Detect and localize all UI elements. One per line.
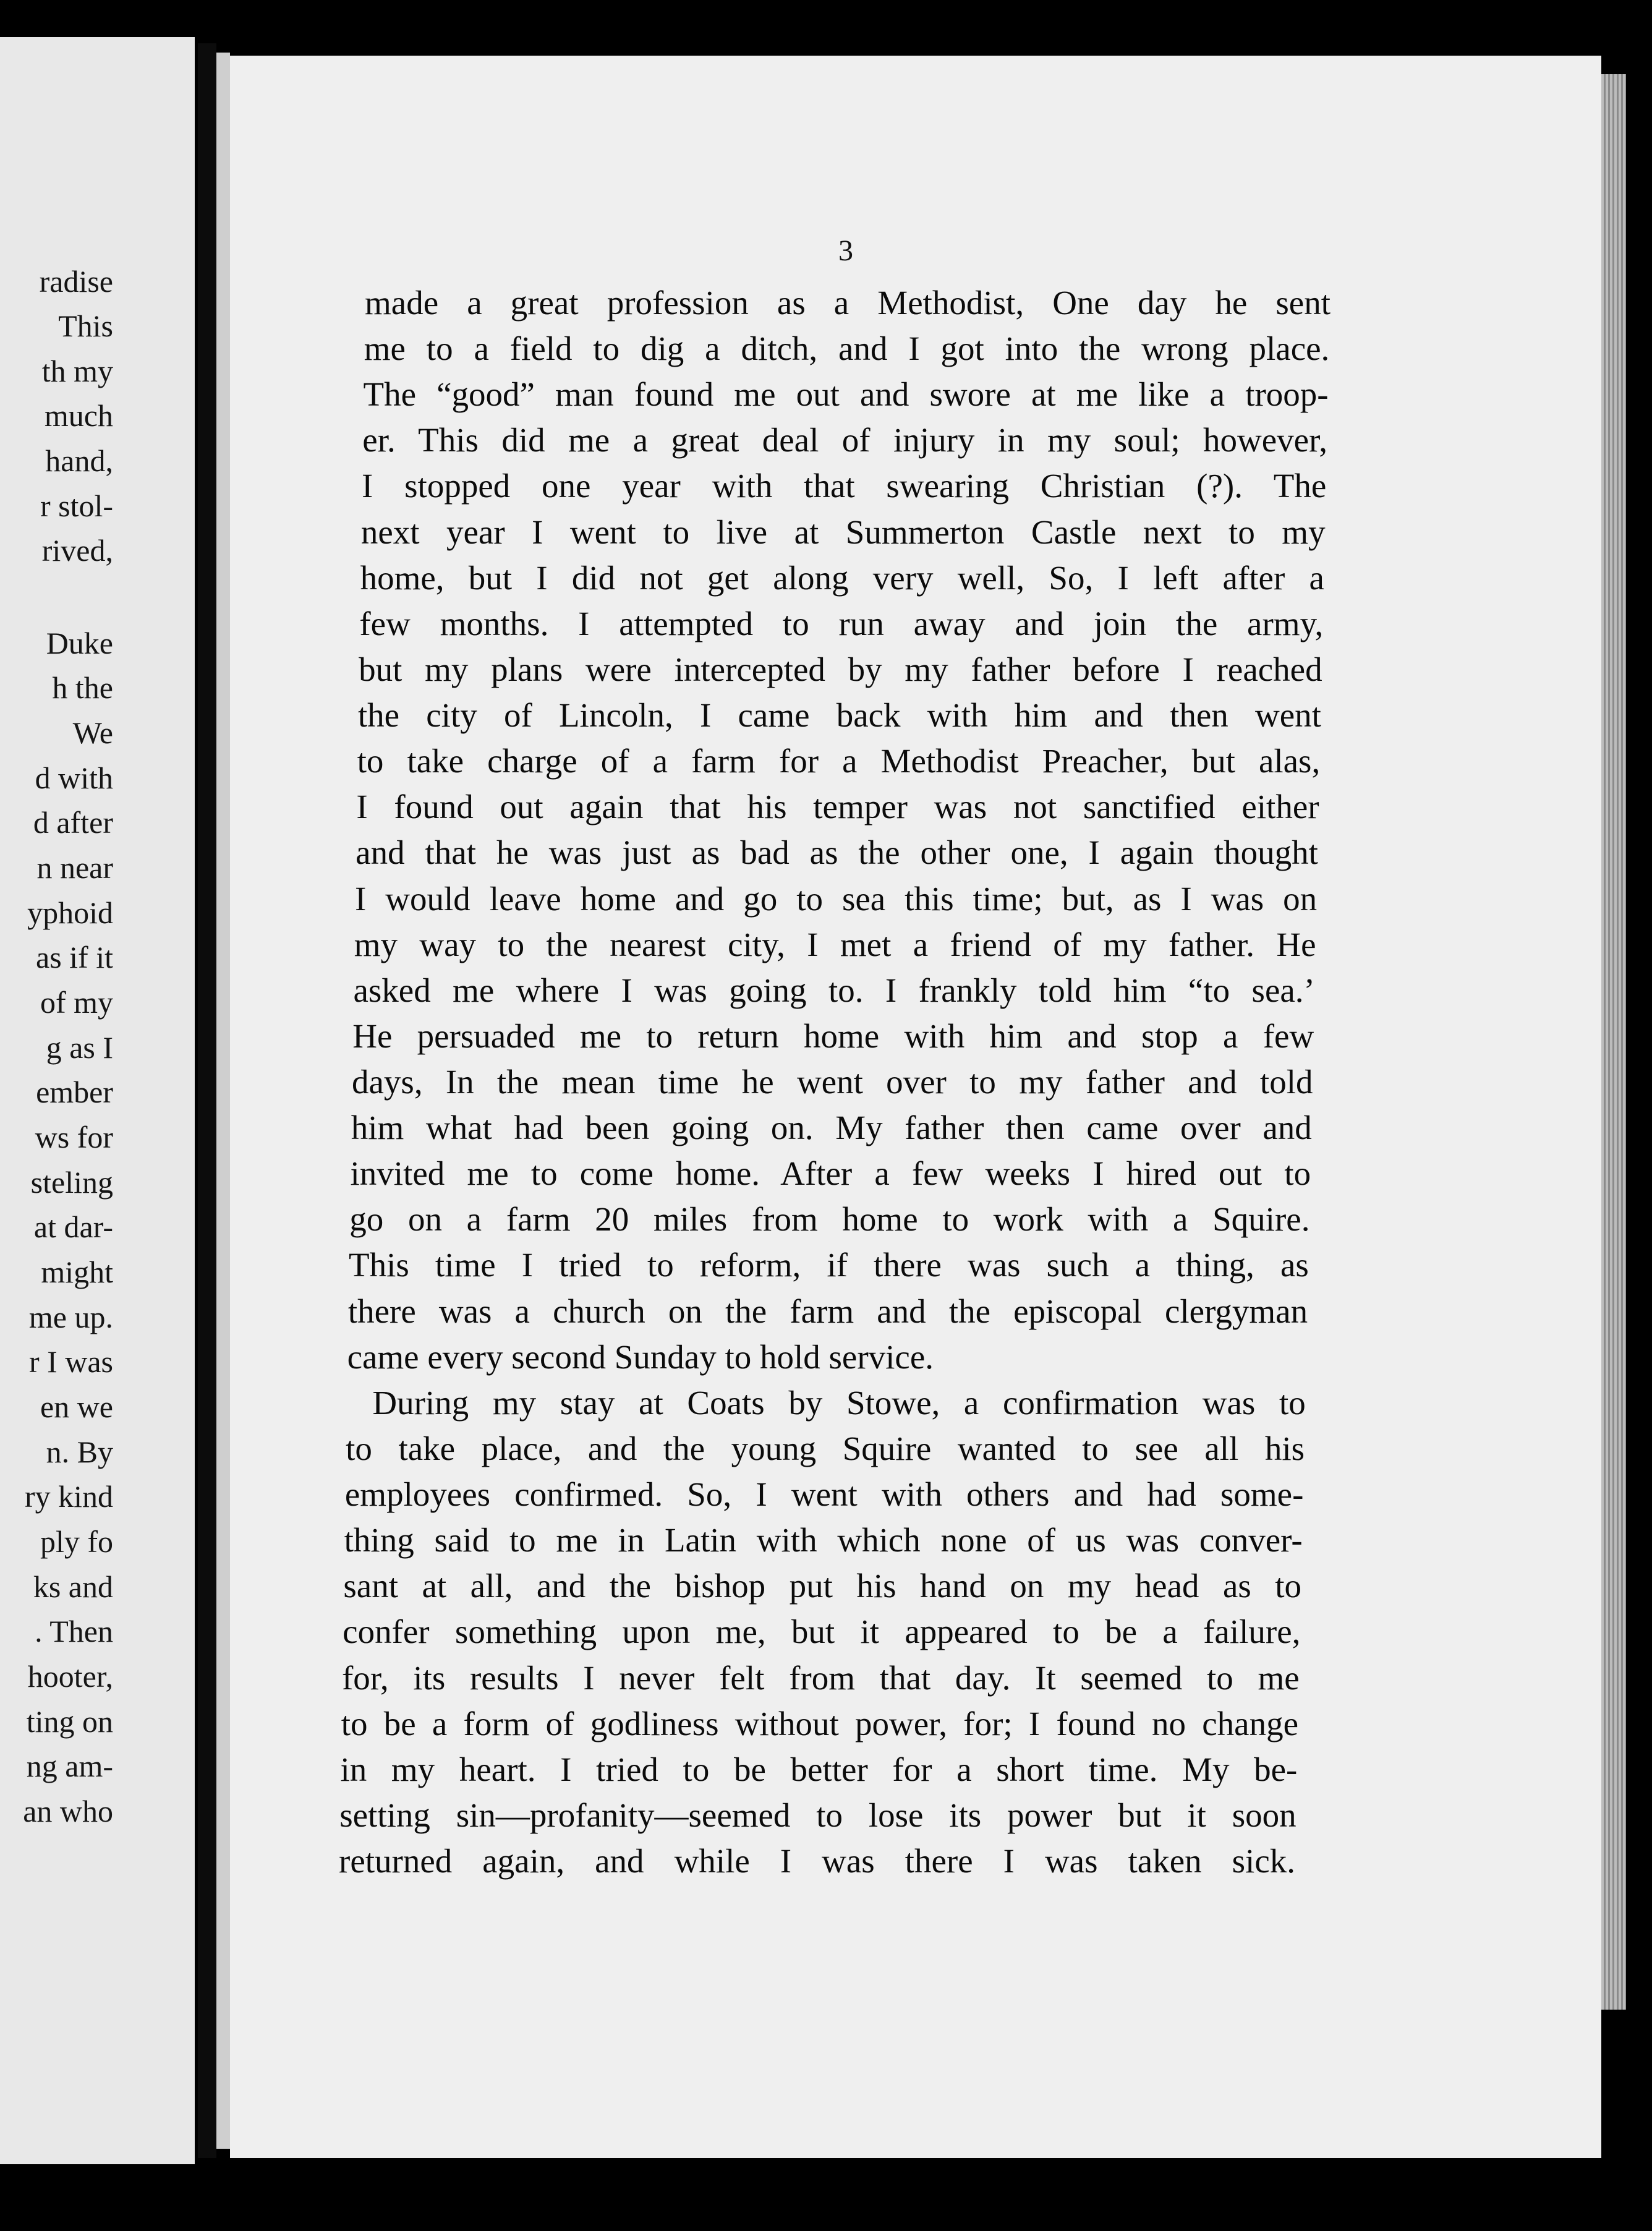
left-page-line: th my [41,354,113,388]
text-line: days, In the mean time he went over to my father and told [352,1064,1313,1101]
left-page-line: of my [40,985,113,1020]
left-page-line: ry kind [24,1479,113,1514]
left-page-line: n near [36,850,113,885]
page-number: 3 [838,234,853,267]
left-page-line: yphoid [27,895,113,930]
text-line: me to a field to dig a ditch, and I got into the wrong place. [364,330,1330,368]
text-line: invited me to come home. After a few weeks I hired out to [350,1155,1311,1193]
left-page-line: r I was [28,1344,113,1379]
text-line: the city of Lincoln, I came back with him and then went [357,697,1321,735]
gutter-shadow [216,53,230,2149]
left-page-line: We [72,715,113,750]
left-page-line: d with [35,761,113,795]
text-line: in my heart. I tried to be better for a short time. My be- [340,1751,1298,1788]
left-page-line: rived, [41,533,113,568]
text-line: to take place, and the young Squire wanted to see all his [346,1430,1305,1467]
text-line: my way to the nearest city, I met a friend of my father. He [354,926,1316,963]
left-page-line: n. By [46,1435,113,1469]
text-line: next year I went to live at Summerton Castle next to my [360,513,1326,551]
text-line: confer something upon me, but it appeared to be a failure, [343,1613,1301,1651]
text-line: home, but I did not get along very well, So, I left after a [360,559,1324,597]
left-page-line: ting on [26,1704,113,1739]
left-page-line: ks and [33,1569,113,1604]
left-page-line: hand, [45,443,113,478]
text-line: but my plans were intercepted by my father before I reached [359,651,1322,688]
left-page-line: r stol- [40,488,113,523]
text-line: setting sin—profanity—seemed to lose its power but it soon [339,1796,1296,1834]
text-line: few months. I attempted to run away and join the army, [359,605,1324,642]
text-line: thing said to me in Latin with which none of us was conver- [344,1522,1303,1559]
text-line: there was a church on the farm and the episcopal clergyman [347,1292,1308,1330]
left-page-line: Duke [46,626,113,660]
text-line: I stopped one year with that swearing Christian (?). The [362,467,1327,505]
text-line: During my stay at Coats by Stowe, a confirmation was to [372,1384,1306,1422]
text-line: to be a form of godliness without power, for; I found no change [341,1705,1299,1743]
binding-gutter [198,43,216,2158]
left-page-line: This [58,309,113,343]
text-line: I would leave home and go to sea this time; but, as I was on [354,880,1318,918]
left-page-line: ws for [35,1120,113,1154]
text-line: The “good” man found me out and swore at me like a troop- [363,376,1329,414]
text-line: returned again, and while I was there I was taken sick. [339,1843,1295,1880]
text-line: go on a farm 20 miles from home to work with a Squire. [349,1201,1310,1239]
text-line: made a great profession as a Methodist, One day he sent [365,284,1331,322]
left-page-line: might [41,1255,113,1289]
text-line: sant at all, and the bishop put his hand on my head as to [343,1568,1302,1605]
left-page-line: g as I [46,1030,113,1065]
left-page-line: as if it [36,940,113,975]
text-line: to take charge of a farm for a Methodist Preacher, but alas, [357,743,1321,780]
text-line: him what had been going on. My father then came over and [351,1109,1312,1147]
text-line: employees confirmed. So, I went with others and had some- [344,1476,1304,1514]
text-line: asked me where I was going to. I frankly told him “to sea.’ [353,971,1315,1009]
left-page-line: hooter, [27,1659,113,1694]
text-line: and that he was just as bad as the other one, I again thought [356,834,1318,872]
left-page-line: radise [39,264,113,299]
text-line: for, its results I never felt from that day. It seemed to me [341,1659,1300,1697]
left-page-line: steling [30,1165,113,1200]
left-page-line: en we [40,1389,113,1424]
page-stack-edge [1601,74,1626,2010]
left-page-line: me up. [28,1300,113,1334]
left-page-line: ember [36,1075,113,1109]
left-page-line: at dar- [33,1209,113,1244]
text-line: This time I tried to reform, if there was such a thing, as [349,1247,1309,1284]
left-page-line: much [44,398,113,433]
text-line: He persuaded me to return home with him and stop a few [352,1017,1314,1055]
text-line: er. This did me a great deal of injury in my soul; however, [362,422,1327,459]
left-page-line: . Then [35,1614,113,1649]
text-line: I found out again that his temper was not sanctified either [356,788,1319,826]
left-page-line: an who [23,1794,113,1828]
text-line: came every second Sunday to hold service. [347,1338,934,1376]
left-page-line: h the [52,670,113,705]
left-page-fragment [0,37,195,2164]
left-page-line: ng am- [26,1749,113,1783]
left-page-line: d after [33,805,113,840]
left-page-line: ply fo [40,1524,113,1559]
